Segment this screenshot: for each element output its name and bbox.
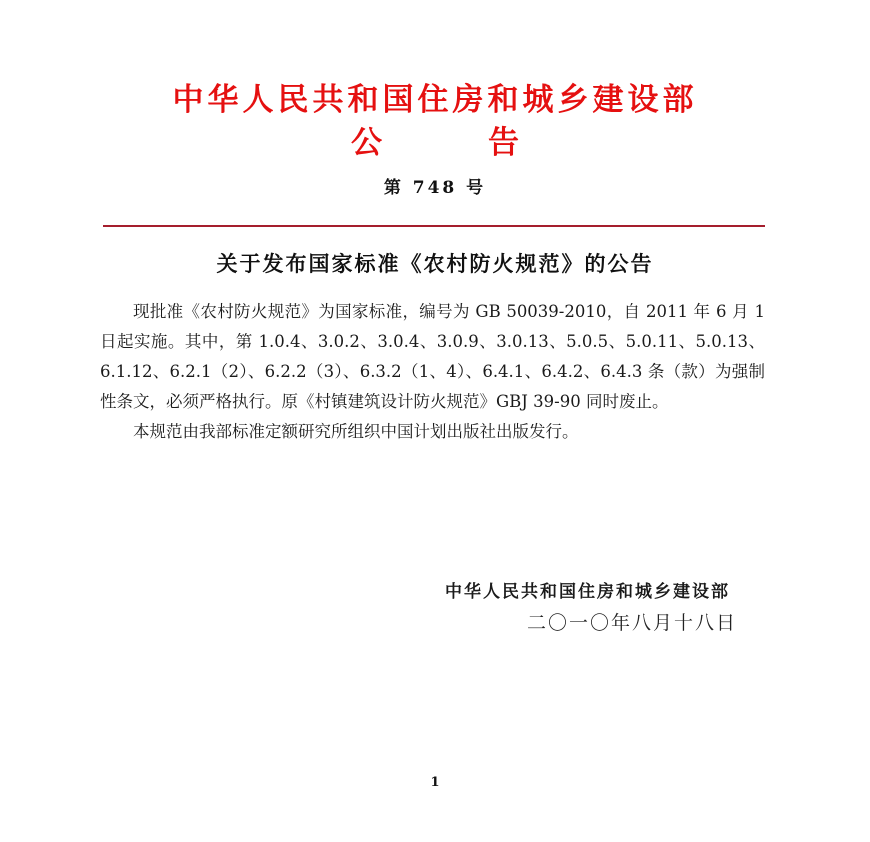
ministry-title: 中华人民共和国住房和城乡建设部: [172, 82, 698, 118]
announcement-char-left: 公: [351, 125, 382, 161]
body-text: [100, 297, 765, 447]
signature-block: [0, 577, 870, 638]
signature-issuer: 中华人民共和国住房和城乡建设部: [445, 582, 730, 602]
signature-date: 二〇一〇年八月十八日: [526, 612, 737, 634]
body-paragraph-2: 本规范由我部标准定额研究所组织中国计划出版社出版发行。: [133, 422, 579, 441]
red-divider-rule: [103, 225, 765, 227]
document-number: 第 748 号: [383, 178, 487, 198]
announcement-char-right: 告: [488, 125, 519, 161]
announcement-heading: [0, 125, 870, 161]
page-number: 1: [430, 775, 440, 790]
page-title: 关于发布国家标准《农村防火规范》的公告: [216, 251, 654, 276]
body-paragraph-1: 现批准《农村防火规范》为国家标准，编号为 GB 50039-2010，自 2011 年 6 月 1 日起实施。其中，第 1.0.4、3.0.2、3.0.4、3.0.9、3.0.13、5.0.5、5.0.11、5.0.13、6.1.12、6.2.1（2）、6.2.2（3）、6.3.2（1、4）、6.4.1、6.4.2、6.4.3 条（款）为强制性条文，必须严格执行。原《村镇建筑设计防火规范》GBJ 39-90 同时废止。: [100, 302, 765, 411]
